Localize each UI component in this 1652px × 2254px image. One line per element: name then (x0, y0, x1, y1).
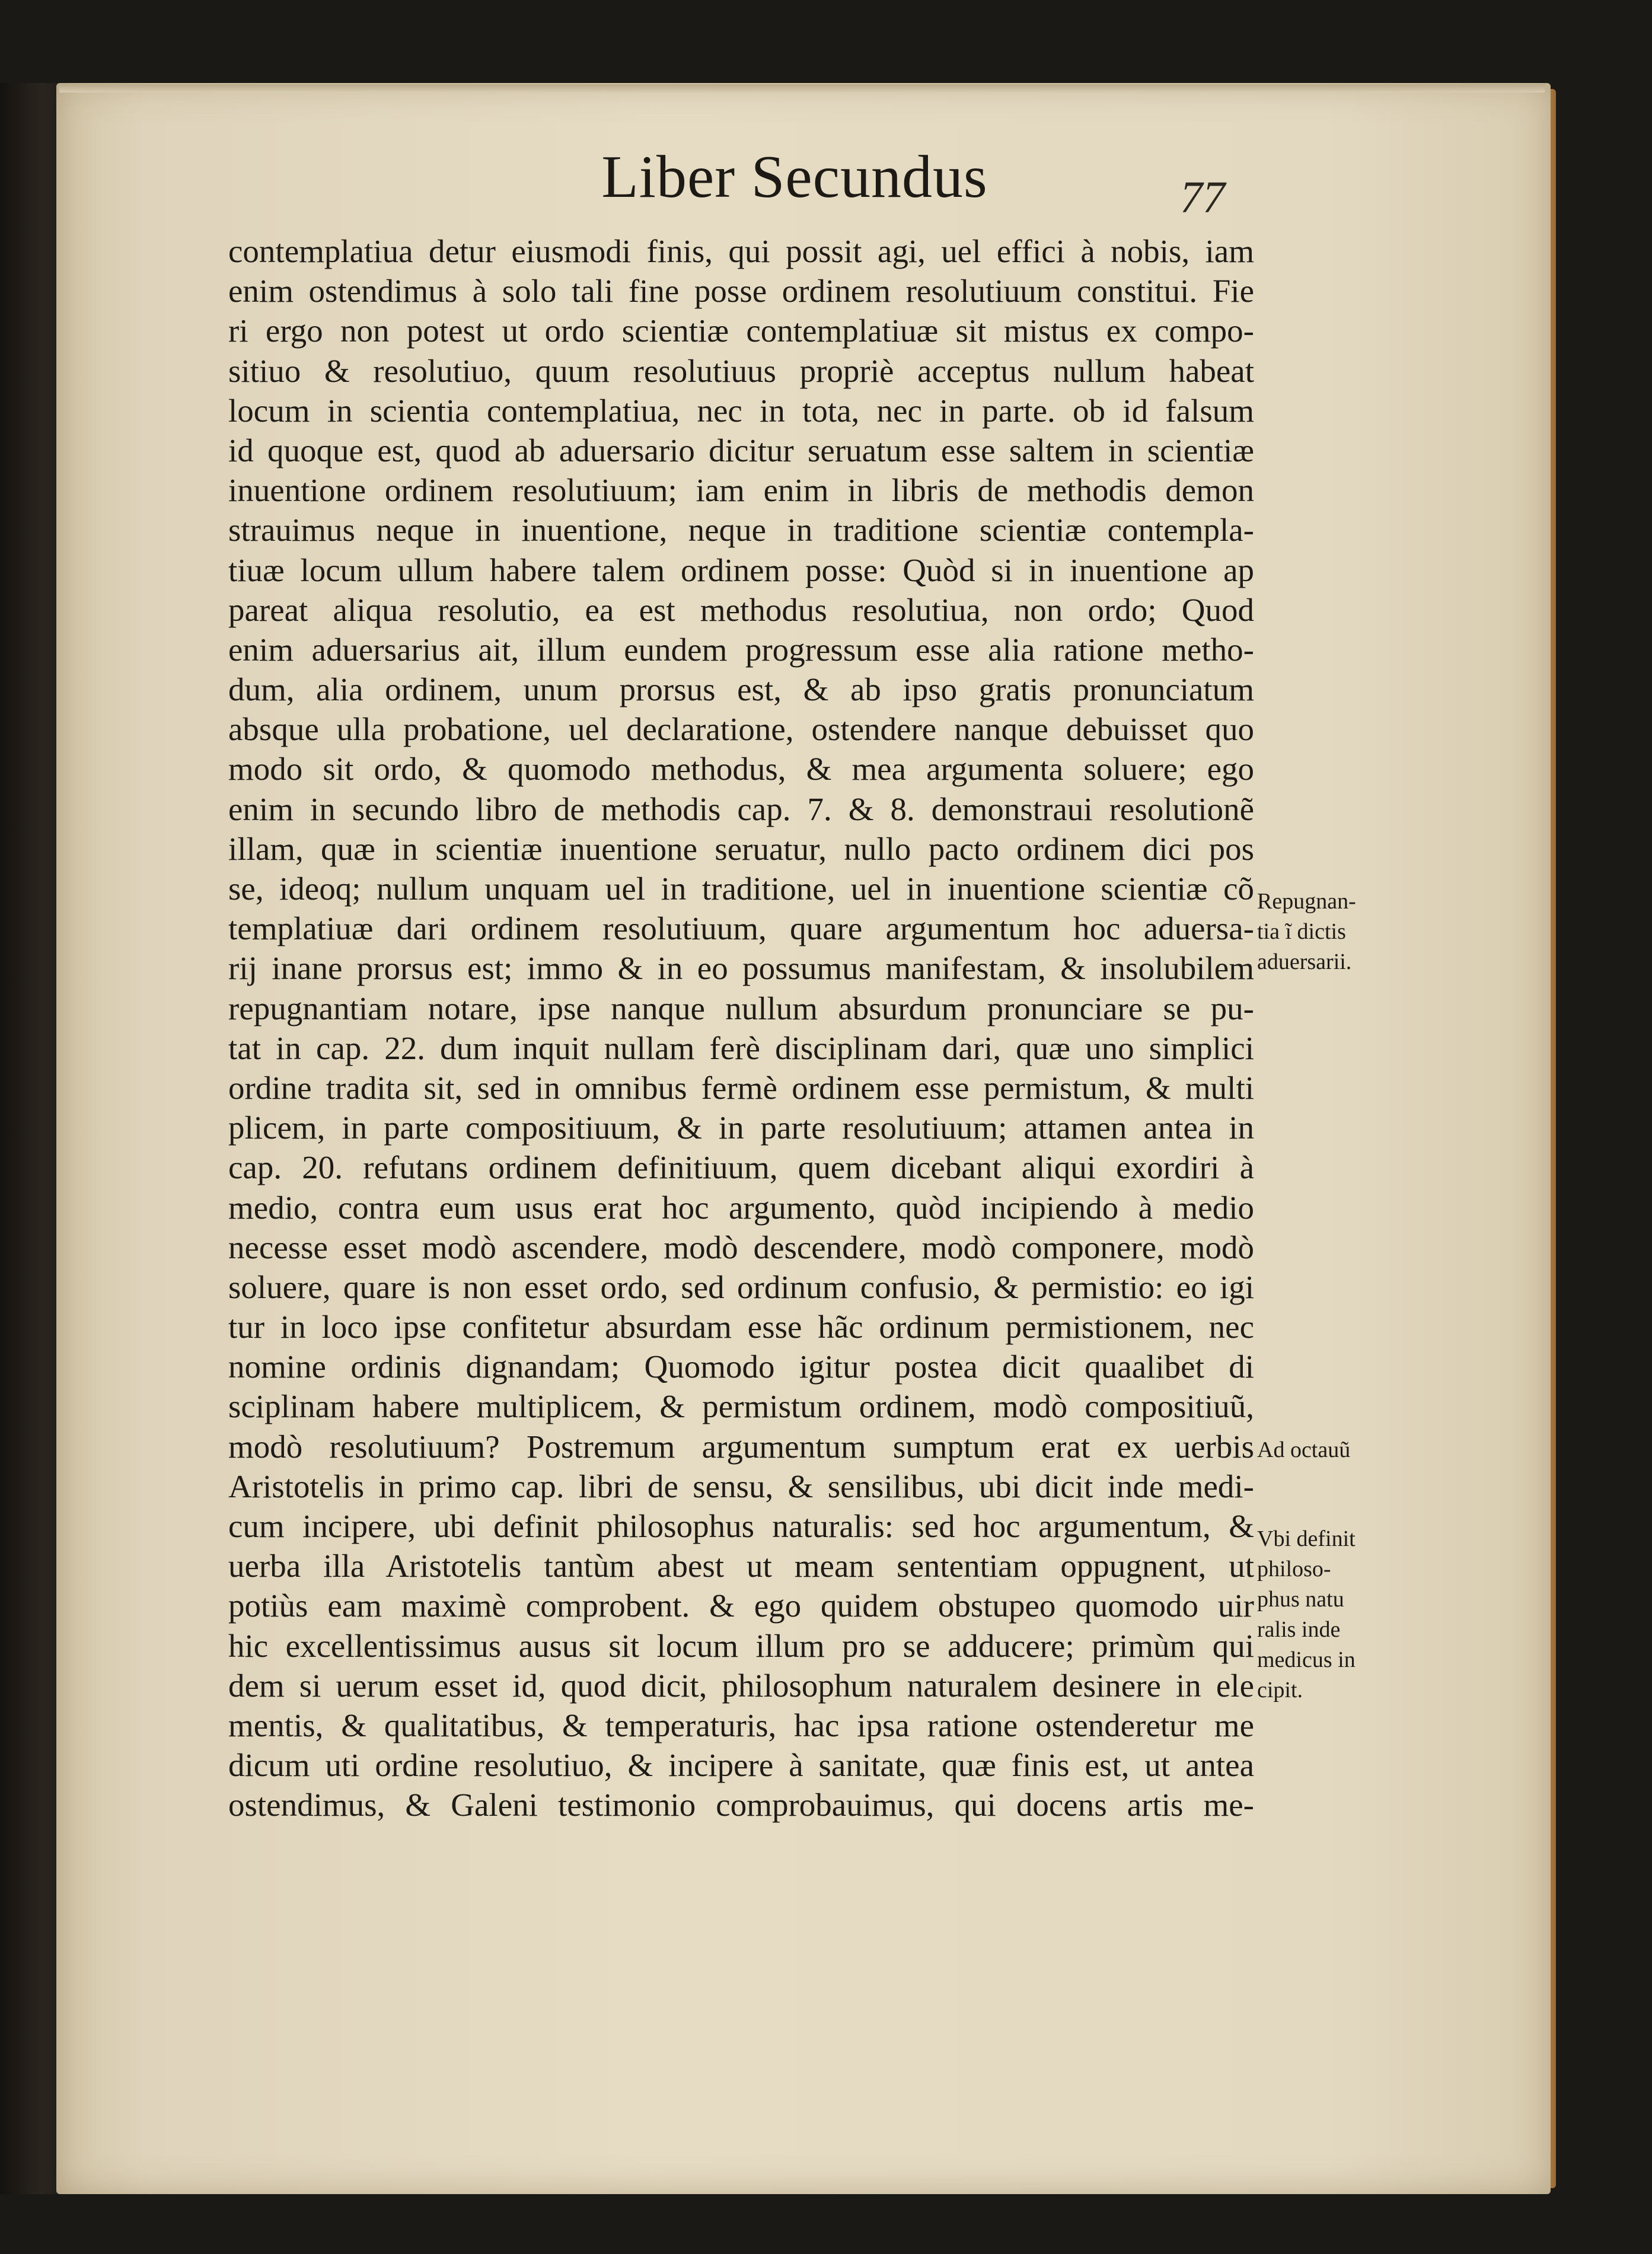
marginal-note-line: ralis inde (1257, 1617, 1341, 1642)
marginal-note-line: aduersarii. (1257, 949, 1352, 974)
marginal-note-line: phus natu (1257, 1587, 1344, 1612)
body-text (228, 231, 1254, 1825)
marginal-note-vbi-definit (1257, 1524, 1356, 1705)
text-line: ri ergo non potest ut ordo scientiæ contemplatiuæ sit mistus ex compo- (228, 313, 1254, 349)
text-line: nomine ordinis dignandam; Quomodo igitur postea dicit quaalibet di (228, 1348, 1254, 1385)
text-line: tiuæ locum ullum habere talem ordinem posse: Quòd si in inuentione ap (228, 551, 1254, 588)
text-line: ordine tradita sit, sed in omnibus fermè ordinem esse permistum, & multi (228, 1069, 1254, 1106)
text-line: cap. 20. refutans ordinem definitiuum, quem dicebant aliqui exordiri à (228, 1149, 1254, 1186)
marginal-note-line: tia ĩ dictis (1257, 919, 1346, 944)
text-line: ostendimus, & Galeni testimonio comprobauimus, qui docens artis me- (228, 1787, 1254, 1823)
marginal-note-repugnantia (1257, 887, 1356, 977)
text-line: inuentione ordinem resolutiuum; iam enim in libris de methodis demon (228, 472, 1254, 509)
text-line: rij inane prorsus est; immo & in eo possumus manifestam, & insolubilem (228, 950, 1254, 987)
page-top-edge (59, 84, 1545, 93)
text-line: enim aduersarius ait, illum eundem progressum esse alia ratione metho- (228, 631, 1254, 668)
text-line: medio, contra eum usus erat hoc argumento, quòd incipiendo à medio (228, 1189, 1254, 1226)
marginal-note-line: Repugnan- (1257, 889, 1356, 914)
page-number: 77 (1180, 173, 1225, 222)
text-line: se, ideoq; nullum unquam uel in traditione, uel in inuentione scientiæ cõ (228, 871, 1254, 907)
text-line: locum in scientia contemplatiua, nec in tota, nec in parte. ob id falsum (228, 392, 1254, 429)
running-title: Liber Secundus (601, 144, 988, 211)
text-line: dicum uti ordine resolutiuo, & incipere à sanitate, quæ finis est, ut antea (228, 1747, 1254, 1784)
text-line: plicem, in parte compositiuum, & in parte resolutiuum; attamen antea in (228, 1110, 1254, 1146)
text-line: templatiuæ dari ordinem resolutiuum, quare argumentum hoc aduersa- (228, 910, 1254, 947)
text-line: enim ostendimus à solo tali fine posse ordinem resolutiuum constitui. Fie (228, 273, 1254, 310)
text-line: id quoque est, quod ab aduersario dicitur seruatum esse saltem in scientiæ (228, 432, 1254, 468)
marginal-note-line: medicus in (1257, 1647, 1356, 1672)
text-line: dem si uerum esset id, quod dicit, philosophum naturalem desinere in ele (228, 1667, 1254, 1704)
text-line: tur in loco ipse confitetur absurdam esse hãc ordinum permistionem, nec (228, 1309, 1254, 1346)
text-line: sciplinam habere multiplicem, & permistum ordinem, modò compositiuũ, (228, 1388, 1254, 1425)
text-line: illam, quæ in scientiæ inuentione seruatur, nullo pacto ordinem dici pos (228, 830, 1254, 867)
marginal-note-line: Vbi definit (1257, 1526, 1356, 1551)
text-line: necesse esset modò ascendere, modò descendere, modò componere, modò (228, 1229, 1254, 1265)
text-line: hic excellentissimus ausus sit locum illum pro se adducere; primùm qui (228, 1627, 1254, 1664)
text-line: absque ulla probatione, uel declaratione, ostendere nanque debuisset quo (228, 711, 1254, 748)
text-line: potiùs eam maximè comprobent. & ego quidem obstupeo quomodo uir (228, 1587, 1254, 1624)
text-line: sitiuo & resolutiuo, quum resolutiuus propriè acceptus nullum habeat (228, 352, 1254, 389)
marginal-note-line: cipit. (1257, 1678, 1303, 1703)
marginal-note-line: Ad octauũ (1257, 1437, 1351, 1462)
text-line: strauimus neque in inuentione, neque in traditione scientiæ contempla- (228, 512, 1254, 549)
text-line: tat in cap. 22. dum inquit nullam ferè disciplinam dari, quæ uno simplici (228, 1029, 1254, 1066)
text-line: soluere, quare is non esset ordo, sed ordinum confusio, & permistio: eo igi (228, 1268, 1254, 1305)
text-line: repugnantiam notare, ipse nanque nullum absurdum pronunciare se pu- (228, 990, 1254, 1026)
marginal-note-ad-octauum (1257, 1435, 1350, 1465)
text-line: modo sit ordo, & quomodo methodus, & mea argumenta soluere; ego (228, 751, 1254, 788)
text-line: modò resolutiuum? Postremum argumentum sumptum erat ex uerbis (228, 1428, 1254, 1465)
text-line: uerba illa Aristotelis tantùm abest ut meam sententiam oppugnent, ut (228, 1548, 1254, 1585)
marginal-note-line: philoso- (1257, 1557, 1331, 1582)
text-line: dum, alia ordinem, unum prorsus est, & ab ipso gratis pronunciatum (228, 671, 1254, 708)
text-line: mentis, & qualitatibus, & temperaturis, hac ipsa ratione ostenderetur me (228, 1707, 1254, 1743)
text-line: pareat aliqua resolutio, ea est methodus resolutiua, non ordo; Quod (228, 591, 1254, 628)
text-line: cum incipere, ubi definit philosophus naturalis: sed hoc argumentum, & (228, 1508, 1254, 1544)
text-line: Aristotelis in primo cap. libri de sensu, & sensilibus, ubi dicit inde medi- (228, 1468, 1254, 1504)
text-line: enim in secundo libro de methodis cap. 7. & 8. demonstraui resolutionẽ (228, 790, 1254, 827)
text-line: contemplatiua detur eiusmodi finis, qui possit agi, uel effici à nobis, iam (228, 233, 1254, 269)
